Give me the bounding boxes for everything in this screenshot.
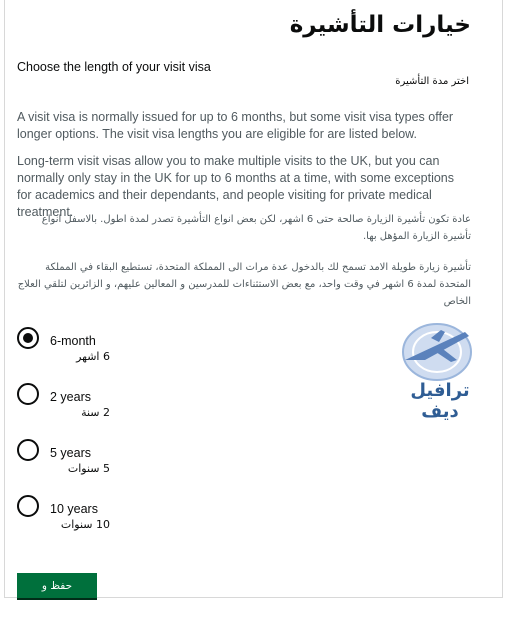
radio-button[interactable] (17, 495, 39, 517)
radio-option-5-years[interactable] (17, 439, 217, 479)
radio-button[interactable] (17, 383, 39, 405)
page-title-arabic: خيارات التأشيرة (289, 12, 471, 38)
radio-option-2-years[interactable] (17, 383, 217, 423)
radio-label-arabic[interactable]: 10 سنوات (60, 518, 110, 531)
save-and-continue-button[interactable]: حفظ و استمرار (17, 573, 97, 598)
radio-button[interactable] (17, 327, 39, 349)
radio-option-6-month[interactable] (17, 327, 217, 367)
radio-label-arabic[interactable]: 6 اشهر (76, 350, 110, 363)
info-paragraph-2-arabic: تأشيرة زيارة طويلة الامد تسمح لك بالدخول عدة مرات الى المملكة المتحدة، تستطيع البقاء في المملكة المتحدة لمدة 6 اشهر في وقت واحد، مع بعض الاستثناءات للمدرسين و المعالين عليهم، و الزائرين لتلقي العلاج الخاص (17, 262, 471, 307)
radio-label[interactable]: 2 years (50, 390, 91, 404)
radio-label-arabic[interactable]: 5 سنوات (67, 462, 110, 475)
radio-label[interactable]: 6-month (50, 334, 96, 348)
radio-label-arabic[interactable]: 2 سنة (81, 406, 110, 419)
info-paragraph-1: A visit visa is normally issued for up to 6 months, but some visit visa types offer longer options. The visit visa lengths you are eligible for are listed below. (17, 110, 454, 141)
radio-selected-dot (23, 333, 33, 343)
radio-button[interactable] (17, 439, 39, 461)
radio-label[interactable]: 10 years (50, 502, 98, 516)
info-paragraph-1-arabic: عادة تكون تأشيرة الزيارة صالحة حتى 6 اشهر، لكن بعض انواع التأشيرة تصدر لمدة اطول. بالاسفل انواع تأشيرة الزيارة المؤهل بها. (41, 214, 471, 242)
visa-length-heading: Choose the length of your visit visa (17, 60, 211, 74)
watermark-text: ترافيل ديف (410, 380, 470, 422)
visa-length-heading-arabic: اختر مدة التأشيرة (395, 76, 469, 87)
radio-label[interactable]: 5 years (50, 446, 91, 460)
radio-option-10-years[interactable] (17, 495, 217, 535)
info-paragraph-2: Long-term visit visas allow you to make multiple visits to the UK, but you can normally only stay in the UK for up to 6 months at a time, with some exceptions for academics and their dependants, and people visiting for private medical treatment. (17, 154, 455, 219)
